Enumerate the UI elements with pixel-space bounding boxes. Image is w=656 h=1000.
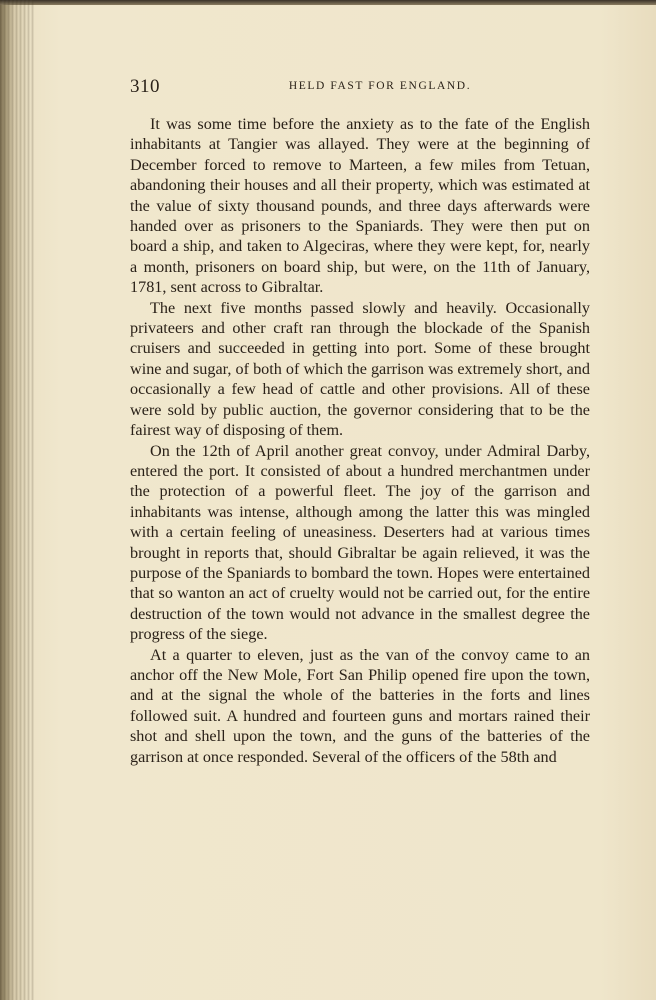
paragraph: At a quarter to eleven, just as the van of the convoy came to an anchor off the New Mole, Fort San Philip opened fire upon the town, and at the signal the whole of the batteries in the forts and lines followed suit. A hundred and fourteen guns and mortars rained their shot and shell upon the town, and the guns of the batteries of the garrison at once responded. Several of the officers of the 58th and [130, 645, 590, 766]
body-text [130, 114, 590, 767]
page-gutter-binding [0, 0, 34, 1000]
paragraph: On the 12th of April another great convoy, under Admiral Darby, entered the port. It consisted of about a hundred merchantmen under the protection of a powerful fleet. The joy of the garrison and inhabitants was intense, although among the latter this was mingled with a certain feeling of uneasiness. Deserters had at various times brought in reports that, should Gibraltar be again relieved, it was the purpose of the Spaniards to bombard the town. Hopes were entertained that so wanton an act of cruelty would not be carried out, for the entire destruction of the town would not advance in the smallest degree the progress of the siege. [130, 441, 590, 644]
page-header [130, 76, 590, 100]
page-number: 310 [130, 76, 160, 97]
running-title: HELD FAST FOR ENGLAND. [288, 80, 472, 92]
page-top-edge [0, 0, 656, 5]
paragraph: It was some time before the anxiety as to the fate of the English inhabitants at Tangier was allayed. They were at the beginning of December forced to remove to Marteen, a few miles from Tetuan, abandoning their houses and all their property, which was estimated at the value of sixty thousand pounds, and three days afterwards were handed over as prisoners to the Spaniards. They were then put on board a ship, and taken to Algeciras, where they were kept, for, nearly a month, prisoners on board ship, but were, on the 11th of January, 1781, sent across to Gibraltar. [130, 115, 590, 297]
paragraph: The next five months passed slowly and heavily. Occasionally privateers and other craft ran through the blockade of the Spanish cruisers and succeeded in getting into port. Some of these brought wine and sugar, of both of which the garrison was extremely short, and occasionally a few head of cattle and other provisions. All of these were sold by public auction, the governor considering that to be the fairest way of disposing of them. [130, 298, 590, 440]
